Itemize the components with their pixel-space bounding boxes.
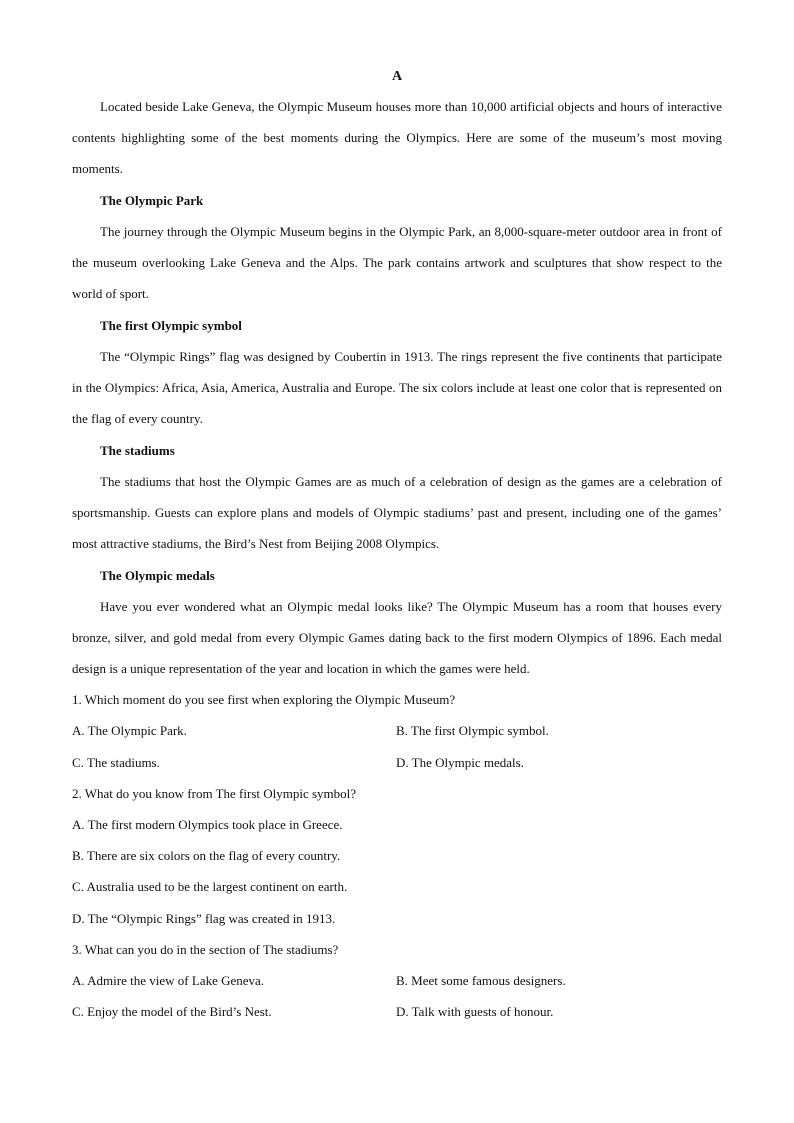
question-2-option-a: A. The first modern Olympics took place in Greece. (72, 817, 343, 832)
question-2-option-b: B. There are six colors on the flag of every country. (72, 848, 341, 863)
question-3-option-b: B. Meet some famous designers. (396, 973, 566, 988)
passage-letter: A (391, 69, 403, 84)
question-3-option-a: A. Admire the view of Lake Geneva. (72, 973, 265, 988)
question-1-option-d: D. The Olympic medals. (396, 755, 524, 770)
question-2-option-d: D. The “Olympic Rings” flag was created in 1913. (72, 911, 336, 926)
question-1-option-b: B. The first Olympic symbol. (396, 723, 549, 738)
question-1-stem: 1. Which moment do you see first when exploring the Olympic Museum? (72, 692, 456, 707)
section-title-olympic-park: The Olympic Park (100, 193, 204, 208)
question-3-option-c: C. Enjoy the model of the Bird’s Nest. (72, 1004, 272, 1019)
question-3-stem: 3. What can you do in the section of The stadiums? (72, 942, 339, 957)
question-2-option-c: C. Australia used to be the largest continent on earth. (72, 879, 348, 894)
section-text-first-symbol: The “Olympic Rings” flag was designed by Coubertin in 1913. The rings represent the five continents that participate in the Olympics: Africa, Asia, America, Australia and Europe. The six colors include at least one color that is represented on the flag of every country. (72, 349, 722, 427)
section-text-stadiums: The stadiums that host the Olympic Games are as much of a celebration of design as the games are a celebration of sportsmanship. Guests can explore plans and models of Olympic stadiums’ past and present, including one of the games’ most attractive stadiums, the Bird’s Nest from Beijing 2008 Olympics. (72, 474, 722, 552)
question-1-option-a: A. The Olympic Park. (72, 723, 187, 738)
question-2-stem: 2. What do you know from The first Olympic symbol? (72, 786, 357, 801)
section-text-medals: Have you ever wondered what an Olympic medal looks like? The Olympic Museum has a room that houses every bronze, silver, and gold medal from every Olympic Games dating back to the first modern Olympics of 1896. Each medal design is a unique representation of the year and location in which the games were held. (72, 599, 722, 677)
question-1-option-c: C. The stadiums. (72, 755, 160, 770)
section-title-first-symbol: The first Olympic symbol (100, 318, 242, 333)
section-title-stadiums: The stadiums (100, 443, 175, 458)
section-title-medals: The Olympic medals (100, 568, 215, 583)
question-3-option-d: D. Talk with guests of honour. (396, 1004, 554, 1019)
intro-paragraph: Located beside Lake Geneva, the Olympic Museum houses more than 10,000 artificial objects and hours of interactive contents highlighting some of the best moments during the Olympics. Here are some of the museum’s most moving moments. (72, 99, 722, 177)
section-text-olympic-park: The journey through the Olympic Museum begins in the Olympic Park, an 8,000-square-meter outdoor area in front of the museum overlooking Lake Geneva and the Alps. The park contains artwork and sculptures that show respect to the world of sport. (72, 224, 722, 302)
